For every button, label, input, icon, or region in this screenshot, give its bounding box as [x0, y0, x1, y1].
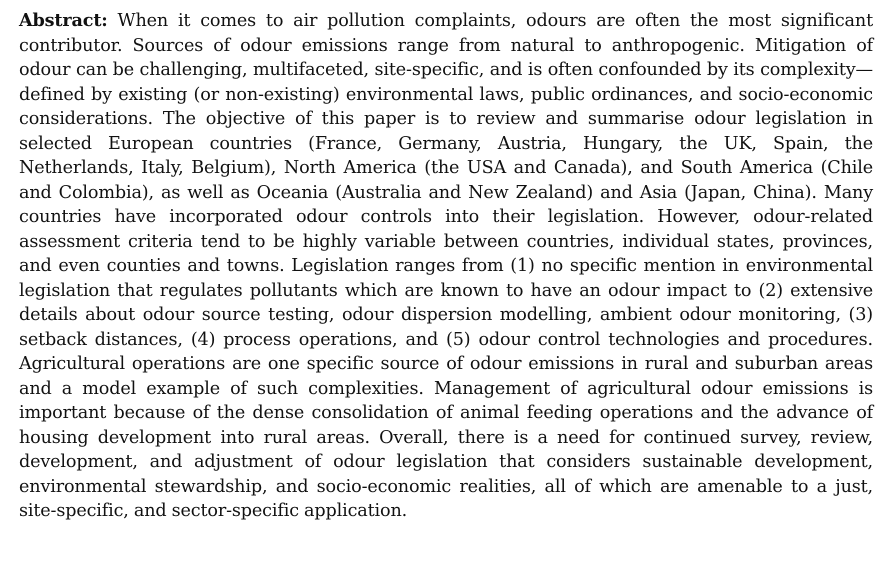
abstract-label: Abstract:: [19, 10, 108, 31]
abstract-paragraph: [19, 9, 873, 524]
abstract-text: When it comes to air pollution complaints, odours are often the most significant contributor. Sources of odour emissions range from natural to anthropogenic. Mitigation of odour can be challenging, multifaceted, site-specific, and is often confounded by its complexity—defined by existing (or non-existing) environmental laws, public ordinances, and socio-economic considerations. The objective of this paper is to review and summarise odour legislation in selected European countries (France, Germany, Austria, Hungary, the UK, Spain, the Netherlands, Italy, Belgium), North America (the USA and Canada), and South America (Chile and Colombia), as well as Oceania (Australia and New Zealand) and Asia (Japan, China). Many countries have incorporated odour controls into their legislation. However, odour-related assessment criteria tend to be highly variable between countries, individual states, provinces, and even counties and towns. Legislation ranges from (1) no specific mention in environmental legislation that regulates pollutants which are known to have an odour impact to (2) extensive details about odour source testing, odour dispersion modelling, ambient odour monitoring, (3) setback distances, (4) process operations, and (5) odour control technologies and procedures. Agricultural operations are one specific source of odour emissions in rural and suburban areas and a model example of such complexities. Management of agricultural odour emissions is important because of the dense consolidation of animal feeding operations and the advance of housing development into rural areas. Overall, there is a need for continued survey, review, development, and adjustment of odour legislation that considers sustainable development, environmental stewardship, and socio-economic realities, all of which are amenable to a just, site-specific, and sector-specific application.: [19, 11, 873, 521]
